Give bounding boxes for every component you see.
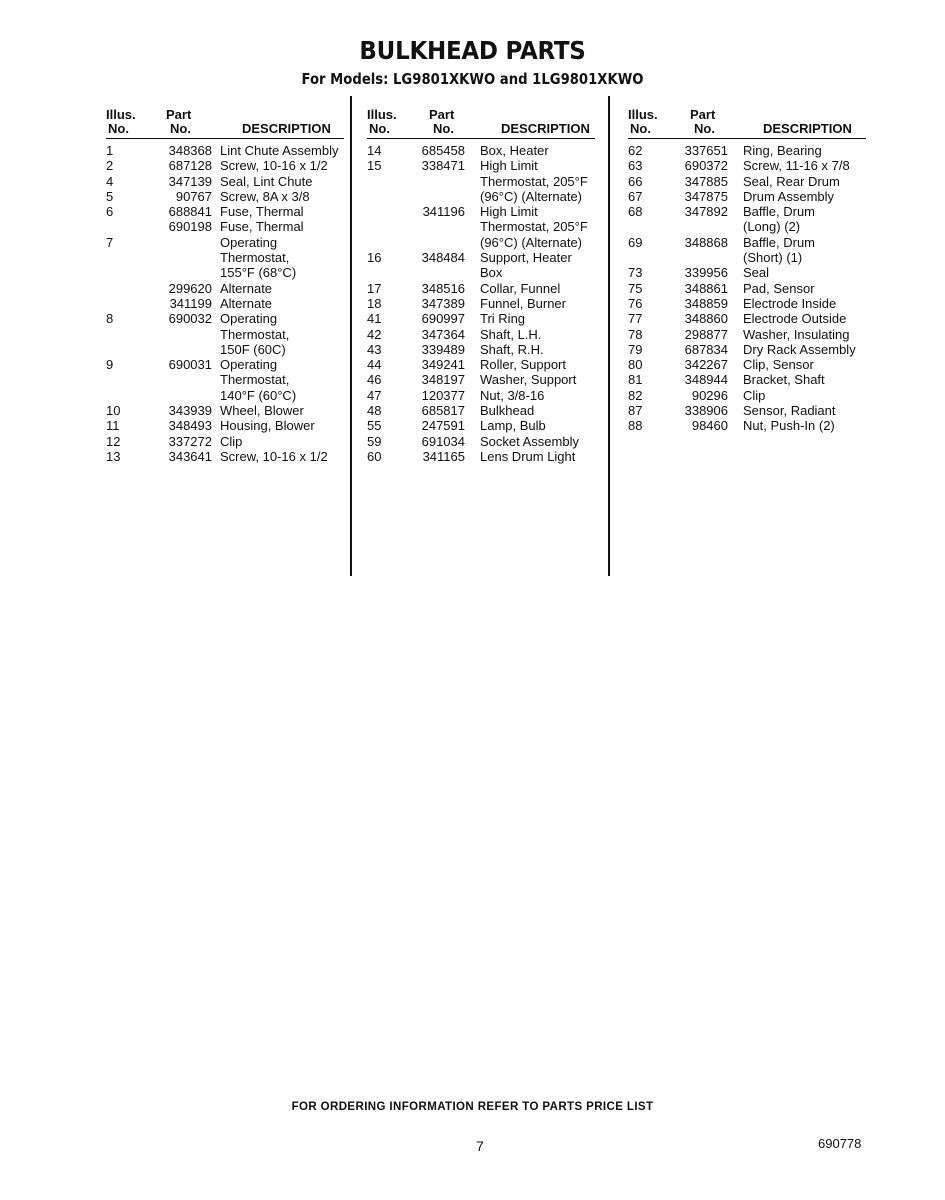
part-description: Bulkhead xyxy=(480,403,535,419)
illus-number: 55 xyxy=(367,418,382,434)
parts-column-3 xyxy=(628,106,866,434)
part-description: Screw, 10-16 x 1/2 xyxy=(220,448,328,464)
part-number: 98460 xyxy=(691,418,728,434)
table-row xyxy=(106,265,344,280)
table-row xyxy=(628,219,866,234)
part-description: Washer, Support xyxy=(480,372,577,388)
part-description: Clip xyxy=(743,387,766,403)
illus-number: 14 xyxy=(367,143,382,158)
illus-number: 48 xyxy=(367,403,382,419)
part-description: Baffle, Drum xyxy=(743,234,816,250)
part-description: Drum Assembly xyxy=(743,188,835,204)
document-number: 690778 xyxy=(818,1136,862,1151)
table-row xyxy=(367,357,595,372)
part-number: 339956 xyxy=(684,265,728,281)
part-description: High Limit xyxy=(480,204,538,220)
part-description: Lint Chute Assembly xyxy=(220,143,339,158)
part-number: 347885 xyxy=(684,173,728,189)
table-row xyxy=(367,143,595,158)
table-row xyxy=(106,372,344,387)
illus-number: 5 xyxy=(106,188,114,204)
part-number: 690031 xyxy=(168,357,212,373)
part-number: 348868 xyxy=(684,234,728,250)
illus-header: Illus. xyxy=(106,107,136,122)
part-description: Electrode Inside xyxy=(743,295,837,311)
part-description: Thermostat, 205°F xyxy=(480,173,588,189)
part-description: 140°F (60°C) xyxy=(220,387,297,403)
column-divider xyxy=(350,96,352,576)
table-row xyxy=(367,434,595,449)
part-header: Part xyxy=(690,107,716,122)
part-description: Shaft, R.H. xyxy=(480,341,544,357)
parts-column-2 xyxy=(367,106,595,464)
table-row xyxy=(106,296,344,311)
part-number: 341199 xyxy=(169,295,212,311)
part-number: 690032 xyxy=(168,311,212,327)
parts-list xyxy=(628,143,866,434)
part-description: Collar, Funnel xyxy=(480,280,561,296)
illus-number: 66 xyxy=(628,173,643,189)
part-description: Socket Assembly xyxy=(480,433,579,449)
part-description: Funnel, Burner xyxy=(480,295,566,311)
part-number: 348368 xyxy=(168,143,212,158)
part-description: 155°F (68°C) xyxy=(220,265,297,281)
table-row xyxy=(106,311,344,326)
part-number: 690372 xyxy=(684,158,728,174)
part-description: Pad, Sensor xyxy=(743,280,815,296)
table-row xyxy=(367,403,595,418)
column-header xyxy=(106,106,344,139)
illus-number: 15 xyxy=(367,158,382,174)
part-description: (Short) (1) xyxy=(743,250,803,266)
illus-number: 10 xyxy=(106,403,121,419)
table-row xyxy=(628,158,866,173)
illus-number: 1 xyxy=(106,143,114,158)
table-row xyxy=(106,388,344,403)
table-row xyxy=(367,204,595,219)
part-number: 339489 xyxy=(421,341,465,357)
part-description: Shaft, L.H. xyxy=(480,326,542,342)
part-number: 347139 xyxy=(168,173,212,189)
illus-no-header: No. xyxy=(369,121,390,136)
table-row xyxy=(628,372,866,387)
table-row xyxy=(106,250,344,265)
part-description: Ring, Bearing xyxy=(743,143,822,158)
part-number: 337651 xyxy=(684,143,728,158)
illus-number: 47 xyxy=(367,387,382,403)
table-row xyxy=(106,357,344,372)
part-no-header: No. xyxy=(433,121,454,136)
part-header: Part xyxy=(429,107,455,122)
table-row xyxy=(106,143,344,158)
table-row xyxy=(628,418,866,433)
illus-number: 79 xyxy=(628,341,643,357)
model-subtitle: For Models: LG9801XKWO and 1LG9801XKWO xyxy=(301,70,644,88)
part-number: 120377 xyxy=(421,387,465,403)
illus-number: 4 xyxy=(106,173,114,189)
part-number: 348861 xyxy=(684,280,728,296)
part-number: 342267 xyxy=(684,357,728,373)
illus-number: 46 xyxy=(367,372,382,388)
part-description: Roller, Support xyxy=(480,357,566,373)
table-row xyxy=(367,311,595,326)
illus-number: 17 xyxy=(367,280,382,296)
part-description: Thermostat, xyxy=(220,326,290,342)
illus-number: 9 xyxy=(106,357,114,373)
part-description: Box xyxy=(480,265,503,281)
illus-number: 16 xyxy=(367,250,382,266)
column-divider xyxy=(608,96,610,576)
part-description: Thermostat, xyxy=(220,250,290,266)
illus-number: 69 xyxy=(628,234,643,250)
illus-number: 60 xyxy=(367,448,382,464)
part-number: 687834 xyxy=(684,341,728,357)
table-row xyxy=(106,403,344,418)
table-row xyxy=(367,265,595,280)
table-row xyxy=(628,235,866,250)
part-number: 688841 xyxy=(168,204,212,220)
table-row xyxy=(367,296,595,311)
part-no-header: No. xyxy=(170,121,191,136)
part-description: Baffle, Drum xyxy=(743,204,816,220)
part-number: 348944 xyxy=(684,372,728,388)
part-description: Dry Rack Assembly xyxy=(743,341,856,357)
part-number: 348859 xyxy=(684,295,728,311)
table-row xyxy=(628,174,866,189)
part-number: 348493 xyxy=(168,418,212,434)
illus-number: 81 xyxy=(628,372,643,388)
table-row xyxy=(106,204,344,219)
table-row xyxy=(367,342,595,357)
illus-number: 82 xyxy=(628,387,643,403)
table-row xyxy=(106,174,344,189)
table-row xyxy=(367,189,595,204)
part-description: High Limit xyxy=(480,158,538,174)
part-description: Operating xyxy=(220,357,278,373)
table-row xyxy=(367,219,595,234)
table-row xyxy=(106,281,344,296)
part-number: 299620 xyxy=(168,280,212,296)
parts-column-1 xyxy=(106,106,344,464)
part-description: Support, Heater xyxy=(480,250,572,266)
table-row xyxy=(106,327,344,342)
table-row xyxy=(367,250,595,265)
illus-header: Illus. xyxy=(367,107,397,122)
illus-number: 13 xyxy=(106,448,121,464)
table-row xyxy=(367,418,595,433)
table-row xyxy=(106,418,344,433)
part-number: 348197 xyxy=(421,372,465,388)
illus-number: 8 xyxy=(106,311,114,327)
illus-no-header: No. xyxy=(630,121,651,136)
illus-number: 62 xyxy=(628,143,643,158)
table-row xyxy=(628,311,866,326)
table-row xyxy=(628,143,866,158)
illus-number: 76 xyxy=(628,295,643,311)
illus-number: 43 xyxy=(367,341,382,357)
part-number: 90767 xyxy=(175,188,212,204)
part-number: 690198 xyxy=(168,219,212,235)
illus-number: 59 xyxy=(367,433,382,449)
part-number: 343641 xyxy=(168,448,212,464)
illus-number: 68 xyxy=(628,204,643,220)
part-description: Box, Heater xyxy=(480,143,549,158)
part-number: 348516 xyxy=(421,280,465,296)
part-description: Nut, 3/8-16 xyxy=(480,387,545,403)
part-number: 691034 xyxy=(421,433,465,449)
part-description: Sensor, Radiant xyxy=(743,403,836,419)
part-no-header: No. xyxy=(694,121,715,136)
table-row xyxy=(367,158,595,173)
part-description: Thermostat, xyxy=(220,372,290,388)
column-header xyxy=(367,106,595,139)
illus-number: 11 xyxy=(106,418,120,434)
part-description: Screw, 8A x 3/8 xyxy=(220,188,310,204)
ordering-info-footer: FOR ORDERING INFORMATION REFER TO PARTS PRICE LIST xyxy=(291,1101,654,1113)
part-number: 347875 xyxy=(684,188,728,204)
part-description: Screw, 10-16 x 1/2 xyxy=(220,158,328,174)
part-number: 337272 xyxy=(168,433,212,449)
part-description: Screw, 11-16 x 7/8 xyxy=(743,158,850,174)
table-row xyxy=(628,189,866,204)
illus-number: 67 xyxy=(628,188,643,204)
table-row xyxy=(628,265,866,280)
table-row xyxy=(106,434,344,449)
table-row xyxy=(106,158,344,173)
illus-number: 2 xyxy=(106,158,114,174)
illus-number: 44 xyxy=(367,357,382,373)
table-row xyxy=(106,449,344,464)
part-number: 349241 xyxy=(421,357,465,373)
part-description: Washer, Insulating xyxy=(743,326,850,342)
part-description: Seal xyxy=(743,265,770,281)
table-row xyxy=(628,388,866,403)
description-header: DESCRIPTION xyxy=(242,121,331,136)
part-number: 90296 xyxy=(691,387,728,403)
illus-number: 41 xyxy=(367,311,382,327)
part-description: Nut, Push-In (2) xyxy=(743,418,835,434)
part-number: 247591 xyxy=(421,418,465,434)
part-description: Fuse, Thermal xyxy=(220,219,304,235)
part-description: Operating xyxy=(220,234,278,250)
part-description: Seal, Rear Drum xyxy=(743,173,840,189)
part-description: Lamp, Bulb xyxy=(480,418,546,434)
part-description: Operating xyxy=(220,311,278,327)
part-description: (96°C) (Alternate) xyxy=(480,188,583,204)
table-row xyxy=(367,449,595,464)
illus-number: 7 xyxy=(106,234,114,250)
table-row xyxy=(367,327,595,342)
part-description: Lens Drum Light xyxy=(480,448,576,464)
table-row xyxy=(367,372,595,387)
part-number: 341196 xyxy=(422,204,465,220)
table-row xyxy=(628,281,866,296)
description-header: DESCRIPTION xyxy=(763,121,852,136)
part-number: 347364 xyxy=(421,326,465,342)
part-number: 347892 xyxy=(684,204,728,220)
table-row xyxy=(628,403,866,418)
part-description: Clip xyxy=(220,433,243,449)
part-number: 685458 xyxy=(421,143,465,158)
part-number: 685817 xyxy=(421,403,465,419)
illus-number: 73 xyxy=(628,265,643,281)
part-description: Tri Ring xyxy=(480,311,526,327)
part-description: (Long) (2) xyxy=(743,219,801,235)
part-description: Bracket, Shaft xyxy=(743,372,825,388)
part-number: 338471 xyxy=(421,158,465,174)
page-number: 7 xyxy=(476,1138,484,1154)
part-description: Electrode Outside xyxy=(743,311,847,327)
table-row xyxy=(628,250,866,265)
part-description: Clip, Sensor xyxy=(743,357,814,373)
description-header: DESCRIPTION xyxy=(501,121,590,136)
parts-list xyxy=(367,143,595,464)
part-description: Thermostat, 205°F xyxy=(480,219,588,235)
part-description: Alternate xyxy=(220,295,273,311)
column-header xyxy=(628,106,866,139)
part-description: Wheel, Blower xyxy=(220,403,304,419)
illus-number: 42 xyxy=(367,326,382,342)
page-title: BULKHEAD PARTS xyxy=(359,36,586,65)
illus-no-header: No. xyxy=(108,121,129,136)
part-number: 338906 xyxy=(684,403,728,419)
part-number: 298877 xyxy=(684,326,728,342)
table-row xyxy=(628,327,866,342)
part-number: 687128 xyxy=(168,158,212,174)
table-row xyxy=(106,219,344,234)
part-description: (96°C) (Alternate) xyxy=(480,234,583,250)
table-row xyxy=(106,189,344,204)
table-row xyxy=(628,357,866,372)
table-row xyxy=(628,204,866,219)
part-number: 341165 xyxy=(422,448,465,464)
part-description: Housing, Blower xyxy=(220,418,315,434)
part-number: 690997 xyxy=(421,311,465,327)
table-row xyxy=(367,235,595,250)
illus-number: 6 xyxy=(106,204,114,220)
table-row xyxy=(106,342,344,357)
illus-number: 78 xyxy=(628,326,643,342)
illus-header: Illus. xyxy=(628,107,658,122)
table-row xyxy=(367,388,595,403)
illus-number: 80 xyxy=(628,357,643,373)
part-number: 347389 xyxy=(421,295,465,311)
parts-list xyxy=(106,143,344,464)
part-header: Part xyxy=(166,107,192,122)
part-number: 343939 xyxy=(168,403,212,419)
part-description: Seal, Lint Chute xyxy=(220,173,313,189)
part-description: 150F (60C) xyxy=(220,341,286,357)
table-row xyxy=(367,174,595,189)
illus-number: 12 xyxy=(106,433,121,449)
table-row xyxy=(628,342,866,357)
part-number: 348860 xyxy=(684,311,728,327)
part-description: Fuse, Thermal xyxy=(220,204,304,220)
table-row xyxy=(367,281,595,296)
part-number: 348484 xyxy=(421,250,465,266)
table-row xyxy=(628,296,866,311)
part-description: Alternate xyxy=(220,280,273,296)
illus-number: 87 xyxy=(628,403,643,419)
illus-number: 75 xyxy=(628,280,643,296)
illus-number: 88 xyxy=(628,418,643,434)
illus-number: 63 xyxy=(628,158,643,174)
illus-number: 18 xyxy=(367,295,382,311)
illus-number: 77 xyxy=(628,311,643,327)
table-row xyxy=(106,235,344,250)
